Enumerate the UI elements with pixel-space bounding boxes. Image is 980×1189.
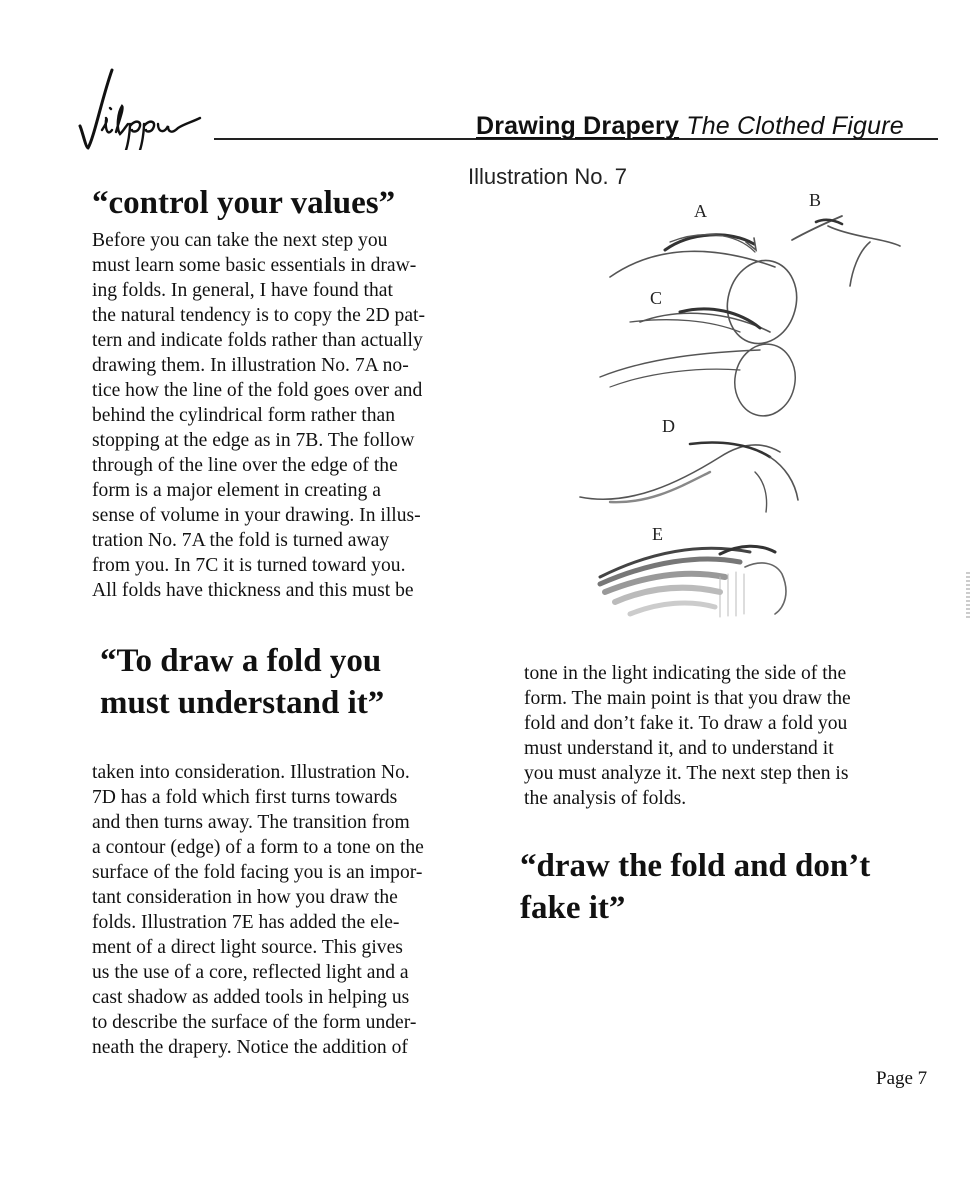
sketch-7e	[600, 546, 786, 617]
illustration-label: Illustration No. 7	[468, 164, 627, 189]
text-line: must learn some basic essentials in draw-	[92, 255, 417, 276]
text-line: stopping at the edge as in 7B. The follow	[92, 430, 415, 451]
text-line: cast shadow as added tools in helping us	[92, 987, 410, 1008]
text-line: through of the line over the edge of the	[92, 455, 398, 476]
text-line: sense of volume in your drawing. In illus-	[92, 505, 421, 526]
text-line: tration No. 7A the fold is turned away	[92, 530, 390, 551]
pull-quote-line: “draw the fold and don’t	[520, 848, 871, 884]
text-line: the natural tendency is to copy the 2D pat-	[92, 305, 425, 326]
text-line: 7D has a fold which first turns towards	[92, 787, 398, 808]
header-title-italic: The Clothed Figure	[686, 112, 904, 140]
text-line: taken into consideration. Illustration No.	[92, 762, 410, 783]
text-line: surface of the fold facing you is an impor-	[92, 862, 423, 883]
pull-quote-control-values: “control your values”	[92, 185, 396, 221]
pull-quote-dont-fake	[520, 845, 870, 929]
sketch-7c	[600, 309, 801, 421]
text-line: neath the drapery. Notice the addition of	[92, 1037, 408, 1058]
header-title	[476, 112, 904, 141]
text-line: tant consideration in how you draw the	[92, 887, 398, 908]
text-line: Before you can take the next step you	[92, 230, 388, 251]
text-line: tern and indicate folds rather than actually	[92, 330, 423, 351]
pull-quote-line: “To draw a fold you	[100, 643, 382, 679]
text-line: us the use of a core, reflected light and a	[92, 962, 409, 983]
scan-artifact	[966, 572, 970, 620]
text-line: a contour (edge) of a form to a tone on the	[92, 837, 424, 858]
text-line: must understand it, and to understand it	[524, 738, 834, 759]
text-line: to describe the surface of the form under-	[92, 1012, 417, 1033]
sketch-7d	[580, 443, 798, 512]
pull-quote-understand-fold	[100, 640, 384, 724]
illustration-letter-c: C	[650, 288, 663, 308]
text-line: ment of a direct light source. This gives	[92, 937, 403, 958]
text-line: the analysis of folds.	[524, 788, 687, 809]
text-line: from you. In 7C it is turned toward you.	[92, 555, 406, 576]
text-line: drawing them. In illustration No. 7A no-	[92, 355, 409, 376]
text-line: you must analyze it. The next step then is	[524, 763, 849, 784]
header-title-bold: Drawing Drapery	[476, 112, 680, 140]
vilppu-signature-logo	[72, 68, 232, 150]
illustration-letter-a: A	[694, 201, 707, 221]
sketch-7a	[610, 235, 806, 352]
text-line: form. The main point is that you draw the	[524, 688, 851, 709]
illustration-letter-d: D	[662, 416, 675, 436]
text-line: form is a major element in creating a	[92, 480, 381, 501]
text-line: fold and don’t fake it. To draw a fold you	[524, 713, 848, 734]
page-number: Page 7	[876, 1068, 928, 1089]
text-line: behind the cylindrical form rather than	[92, 405, 396, 426]
text-line: tone in the light indicating the side of the	[524, 663, 847, 684]
illustration-fold-sketches	[570, 182, 930, 632]
text-line: and then turns away. The transition from	[92, 812, 410, 833]
sketch-7b	[792, 216, 900, 286]
illustration-letter-e: E	[652, 524, 663, 544]
pull-quote-line: fake it”	[520, 890, 626, 926]
text-line: folds. Illustration 7E has added the ele-	[92, 912, 400, 933]
body-column-2	[524, 661, 851, 811]
text-line: ing folds. In general, I have found that	[92, 280, 393, 301]
body-column-1-bottom	[92, 760, 424, 1060]
text-line: All folds have thickness and this must be	[92, 580, 414, 601]
illustration-letter-b: B	[809, 190, 822, 210]
body-column-1-top	[92, 228, 425, 603]
pull-quote-line: must understand it”	[100, 685, 385, 721]
text-line: tice how the line of the fold goes over and	[92, 380, 423, 401]
